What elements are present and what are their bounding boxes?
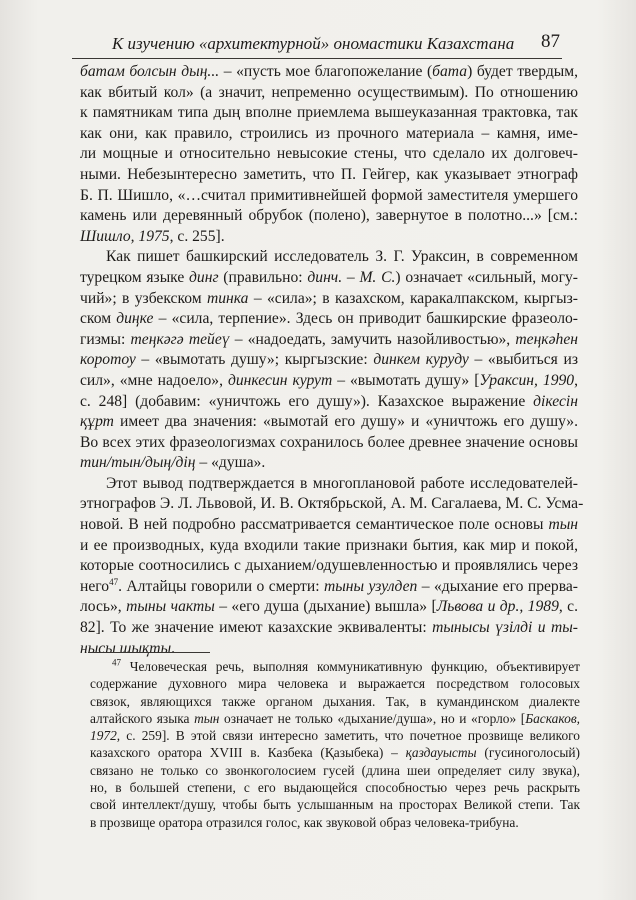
text-run: , с. — [558, 598, 579, 616]
text-run: Как пишет башкирский исследователь З. Г. Ураксин, в современном — [106, 248, 578, 266]
italic-term: құрт — [80, 413, 114, 431]
italic-term: теңкәһен — [515, 330, 578, 348]
text-run: . — [171, 639, 176, 657]
text-run: Человеческая речь, выполняя коммуникативную функцию, объективирует — [121, 659, 580, 674]
text-line — [90, 710, 580, 727]
text-line — [80, 474, 578, 495]
text-line — [80, 433, 578, 454]
text-line — [90, 658, 580, 675]
text-line — [80, 536, 578, 557]
text-run: – «его душа (дыхание) вышла» [ — [214, 598, 437, 616]
text-run: новой. В ней подробно рассматривается семантическое поле основы — [80, 516, 549, 534]
italic-term: тын — [548, 516, 578, 534]
text-run: – «дыхание его прерва- — [417, 577, 578, 595]
text-run: турецком языке — [80, 268, 190, 286]
text-run: ) будет твердым, — [467, 63, 579, 80]
footnote-ref: 47 — [112, 657, 121, 668]
text-run: гизмы: — [80, 330, 131, 348]
text-run: , с. 259]. В этой связи интересно заметить, что почетное прозвище великого — [116, 728, 580, 744]
text-run: но, в большей степени, с его выдающейся способностью через речь раскрыть — [90, 780, 580, 796]
text-run: ском — [80, 310, 117, 328]
text-line — [80, 103, 578, 124]
italic-term: Баскаков, — [525, 710, 580, 726]
italic-term: қаздауысты — [405, 745, 477, 761]
italic-term: тынысы үзілді и ты- — [432, 619, 578, 637]
text-line — [90, 762, 580, 779]
text-run: , — [574, 371, 578, 389]
running-title: К изучению «архитектурной» ономастики Казахстана — [112, 34, 515, 53]
text-run: и ее производных, куда входили такие признаки бытия, как мир и покой, — [80, 536, 578, 554]
italic-term: диңке — [116, 310, 154, 328]
footnote-ref: 47 — [109, 576, 119, 587]
italic-term: батам болсын дың... — [80, 63, 224, 80]
text-run: связано не только со звонкоголосием гусей (длина шеи определяет силу звука), — [90, 762, 580, 778]
italic-term: Львова и др., 1989 — [436, 598, 559, 616]
text-line — [90, 779, 580, 796]
text-line — [90, 693, 580, 710]
text-run: – «сила, терпение». Здесь он приводит башкирские фразеоло- — [153, 310, 578, 328]
italic-term: тинка — [206, 289, 249, 307]
italic-term: Ураксин, 1990 — [479, 371, 575, 389]
text-line — [80, 62, 578, 83]
italic-term: коротоу — [80, 351, 136, 369]
text-line — [80, 186, 578, 207]
italic-term: 1972 — [90, 728, 117, 744]
text-line — [80, 639, 578, 660]
text-line — [80, 556, 578, 577]
text-line — [90, 744, 580, 761]
text-line — [80, 268, 578, 289]
italic-term: динч. – М. С. — [307, 268, 396, 286]
italic-term: Шишло, 1975 — [80, 227, 170, 245]
text-line — [80, 371, 578, 392]
text-run: как они, как правило, строились из прочного материала – камня, име- — [80, 124, 578, 142]
text-run: которые соотносились с дыханием/одушевленностью и проявлялись через — [80, 557, 578, 575]
page-number: 87 — [541, 31, 560, 52]
footnote-47 — [90, 658, 580, 831]
text-run: 82]. То же значение имеют казахские эквиваленты: — [80, 619, 433, 637]
text-line — [80, 412, 578, 433]
text-run: ными. Небезынтересно заметить, что П. Гейгер, как указывает этнограф — [80, 165, 578, 183]
text-line — [90, 675, 580, 692]
text-run: с. 248] (добавим: «уничтожь его душу»). Казахское выражение — [80, 392, 534, 410]
text-run: – «душа». — [195, 454, 266, 472]
text-line — [80, 289, 578, 310]
text-run: имеет два значения: «вымотай его душу» и «уничтожь его душу». — [113, 413, 578, 431]
text-line — [90, 727, 580, 744]
text-line — [80, 83, 578, 104]
italic-term: дікесін — [533, 392, 578, 410]
italic-term: тыны чакты — [126, 598, 215, 616]
italic-term: динг — [189, 268, 219, 286]
italic-term: тын — [194, 710, 220, 726]
text-line — [80, 247, 578, 268]
text-run: свой интеллект/душу, чтобы быть услышанным на просторах Великой степи. Так — [90, 797, 580, 813]
text-run: как вбитый кол» (а значит, непременно осуществимым). По отношению — [80, 83, 578, 101]
text-line — [80, 597, 578, 618]
text-run: – «вымотать душу» [ — [332, 371, 480, 389]
text-line — [80, 124, 578, 145]
text-run: ли мощные и относительно невысокие стены, что сделало их долговеч- — [80, 145, 578, 163]
text-run: . Алтайцы говорили о смерти: — [118, 577, 324, 595]
italic-term: теңкәгә тейеү — [130, 330, 230, 348]
text-line — [80, 494, 584, 515]
text-run: связок, являющихся также органом дыхания. Так, в кумандинском диалекте — [90, 693, 580, 709]
text-run: казахского оратора XVIII в. Казбека (Қазыбека) – — [90, 745, 406, 761]
text-run: ) означает «сильный, могу- — [395, 268, 578, 286]
text-run: сил», «мне надоело», — [80, 371, 228, 389]
text-run: означает не только «дыхание/душа», но и «горло» [ — [219, 710, 526, 726]
text-line — [80, 577, 578, 598]
text-line — [80, 515, 578, 536]
italic-term: нысы шықты — [80, 639, 172, 657]
text-run: – «пусть мое благопожелание ( — [223, 63, 433, 80]
text-run: – «сила»; в казахском, каракалпакском, кыргыз- — [248, 289, 578, 307]
text-line — [80, 392, 578, 413]
text-run: лось», — [80, 598, 127, 616]
text-line — [80, 453, 578, 474]
text-run: чий»; в узбекском — [80, 289, 207, 307]
main-text — [80, 62, 584, 659]
text-run: – «надоедать, замучить назойливостью», — [229, 330, 516, 348]
text-line — [90, 796, 580, 813]
text-run: к памятникам типа дың вполне приемлема вышеуказанная трактовка, так — [80, 104, 578, 122]
italic-term: тыны узулдеп — [323, 577, 418, 595]
footnote-divider — [88, 652, 210, 653]
text-run: в прозвище оратора отразился голос, как звуковой образ человека-трибуна. — [90, 814, 519, 830]
text-line — [80, 618, 578, 639]
text-run: Б. П. Шишло, «…считал примитивнейшей формой заместителя умершего — [80, 186, 578, 204]
italic-term: бата — [432, 63, 468, 80]
text-run: алтайского языка — [90, 710, 195, 726]
text-line — [80, 309, 578, 330]
text-line — [80, 165, 578, 186]
italic-term: динкем куруду — [373, 351, 469, 369]
italic-term: тин/тын/дың/дің — [80, 454, 196, 472]
page-header — [72, 30, 562, 59]
text-run: , с. 255]. — [169, 227, 225, 245]
text-run: – «вымотать душу»; кыргызские: — [135, 351, 374, 369]
text-run: (правильно: — [218, 268, 308, 286]
text-run: него — [80, 577, 110, 595]
italic-term: динкесин курут — [227, 371, 333, 389]
text-line — [90, 814, 580, 831]
text-run: Во всех этих фразеологизмах сохранилось более древнее значение основы — [80, 433, 578, 451]
text-run: этнографов Э. Л. Львовой, И. В. Октябрьской, А. М. Сагалаева, М. С. Усма- — [80, 495, 584, 513]
text-line — [80, 206, 578, 227]
text-line — [80, 144, 578, 165]
text-run: камень или деревянный обрубок (полено), завернутое в полотно...» [см.: — [80, 207, 578, 225]
text-run: Этот вывод подтверждается в многоплановой работе исследователей- — [106, 474, 578, 492]
text-run: (гусиноголосый) — [476, 745, 580, 761]
text-line — [80, 227, 578, 248]
text-line — [80, 350, 578, 371]
text-run: содержание духовного мира человека и выражается посредством голосовых — [90, 676, 580, 692]
text-line — [80, 330, 578, 351]
text-run: – «выбиться из — [468, 351, 578, 369]
